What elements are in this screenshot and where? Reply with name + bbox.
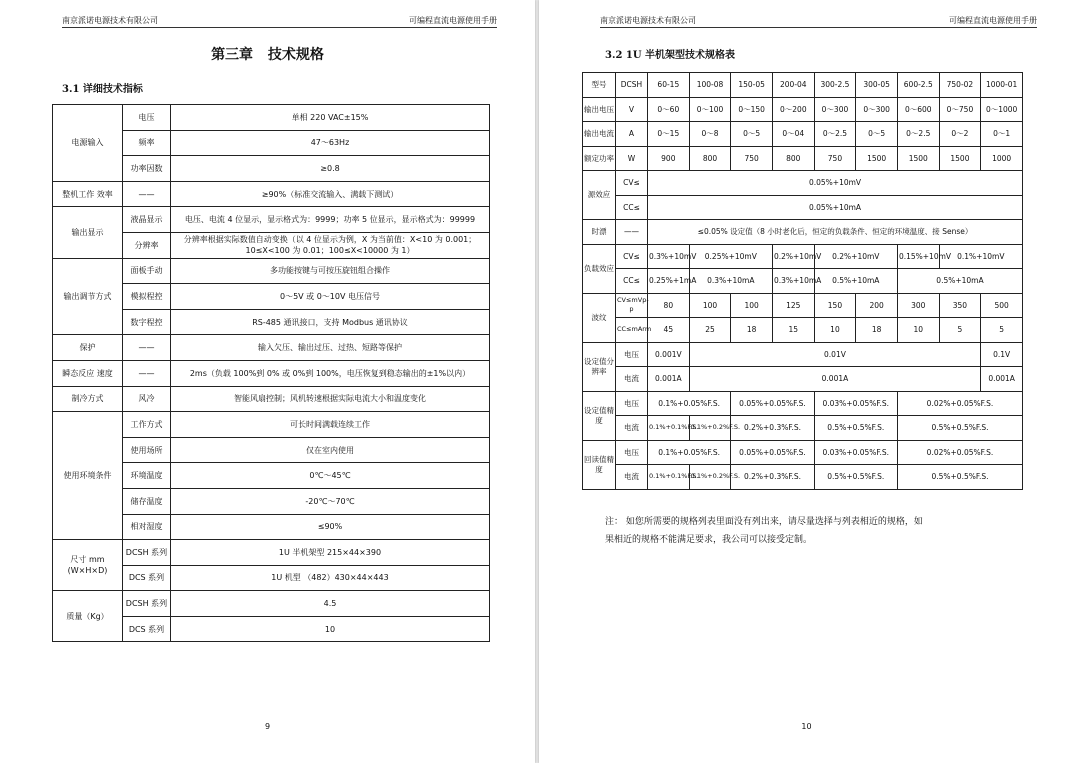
table-cell: 0～5	[856, 122, 898, 147]
table-cell: 125	[772, 293, 814, 318]
manual-title: 可编程直流电源使用手册	[409, 16, 497, 25]
table-row	[583, 244, 1023, 269]
table-cell: 电压、电流 4 位显示，显示格式为：9999；功率 5 位显示，显示格式为：99999	[171, 207, 490, 233]
table-cell: 0～1000	[981, 97, 1023, 122]
table-cell: 750-02	[939, 73, 981, 98]
company-name: 南京派诺电源技术有限公司	[62, 16, 158, 25]
table-cell: 0～2	[939, 122, 981, 147]
table-cell: 0.05%+0.05%F.S.	[731, 391, 814, 416]
table-cell: 500	[981, 293, 1023, 318]
table-cell: 0～300	[814, 97, 856, 122]
table-row	[53, 258, 490, 284]
table-row	[583, 318, 1023, 343]
table-cell: 10	[897, 318, 939, 343]
table-cell: 输出显示	[53, 207, 123, 258]
table-cell: 200-04	[772, 73, 814, 98]
table-cell: V	[616, 97, 648, 122]
table-cell: 60-15	[648, 73, 690, 98]
table-cell: 数字程控	[123, 309, 171, 335]
table-cell: 时漂	[583, 220, 616, 245]
table-cell: 0.05%+10mA	[648, 195, 1023, 220]
table-cell: 智能风扇控制；风机转速根据实际电流大小和温度变化	[171, 386, 490, 412]
table-cell: 300-05	[856, 73, 898, 98]
table-cell: 制冷方式	[53, 386, 123, 412]
manual-title: 可编程直流电源使用手册	[949, 16, 1037, 25]
table-cell: RS-485 通讯接口，支持 Modbus 通讯协议	[171, 309, 490, 335]
table-cell: 0.001A	[689, 367, 981, 392]
table-cell: 液晶显示	[123, 207, 171, 233]
table-cell: 100-08	[689, 73, 731, 98]
table-cell: 300-2.5	[814, 73, 856, 98]
table-cell: 相对湿度	[123, 514, 171, 540]
table-cell: 1000	[981, 146, 1023, 171]
table-cell: 0.3%+10mA	[772, 269, 814, 294]
table-cell: 可长时间满载连续工作	[171, 412, 490, 438]
note-line: 果相近的规格不能满足要求，我公司可以接受定制。	[605, 535, 813, 545]
table-cell: 45	[648, 318, 690, 343]
table-row	[53, 335, 490, 361]
section-title: 3.2 1U 半机架型技术规格表	[605, 50, 736, 61]
page-9	[0, 0, 535, 763]
table-cell: 0.1%+0.05%F.S.	[648, 440, 731, 465]
note	[605, 513, 985, 549]
table-cell: 0～8	[689, 122, 731, 147]
table-cell: 电压	[616, 391, 648, 416]
table-cell: 350	[939, 293, 981, 318]
table-cell: 0～5	[731, 122, 773, 147]
table-cell: 0.001A	[648, 367, 690, 392]
table-cell: CC≤	[616, 195, 648, 220]
table-cell: 0.03%+0.05%F.S.	[814, 391, 897, 416]
table-cell: 输出电压	[583, 97, 616, 122]
table-cell: CV≤mVp-p	[616, 293, 648, 318]
chapter-title: 第三章 技术规格	[211, 47, 324, 63]
table-cell: 0.03%+0.05%F.S.	[814, 440, 897, 465]
table-row	[53, 105, 490, 131]
table-cell: 0～2.5	[897, 122, 939, 147]
table-row	[53, 591, 490, 617]
table-cell: 瞬态反应 速度	[53, 360, 123, 386]
table-cell: 0.15%+10mV	[897, 244, 939, 269]
table-cell: 0.1%+10mV	[939, 244, 1022, 269]
table-cell: 频率	[123, 130, 171, 156]
table-cell: DCSH 系列	[123, 540, 171, 566]
table-cell: 电压	[123, 105, 171, 131]
table-cell: DCS 系列	[123, 565, 171, 591]
table-cell: A	[616, 122, 648, 147]
table-cell: 1000-01	[981, 73, 1023, 98]
table-cell: 面板手动	[123, 258, 171, 284]
table-cell: 0.2%+10mV	[772, 244, 814, 269]
page-header	[62, 15, 497, 28]
page-number: 9	[264, 722, 271, 731]
table-cell: ——	[123, 181, 171, 207]
table-row	[53, 207, 490, 233]
table-cell: 750	[731, 146, 773, 171]
table-cell: 0～750	[939, 97, 981, 122]
table-row	[583, 367, 1023, 392]
table-cell: 0～150	[731, 97, 773, 122]
table-cell: 环境温度	[123, 463, 171, 489]
table-row	[583, 73, 1023, 98]
table-cell: 风冷	[123, 386, 171, 412]
table-cell: -20℃～70℃	[171, 488, 490, 514]
table-cell: 0.5%+0.5%F.S.	[897, 416, 1022, 441]
table-cell: 10	[171, 616, 490, 642]
table-row	[53, 386, 490, 412]
table-cell: 多功能按键与可按压旋钮组合操作	[171, 258, 490, 284]
table-cell: 电流	[616, 367, 648, 392]
table-cell: ≥90%（标准交流输入、满载下测试）	[171, 181, 490, 207]
table-row	[53, 360, 490, 386]
table-cell: 0～60	[648, 97, 690, 122]
table-cell: 仅在室内使用	[171, 437, 490, 463]
table-cell: 输出电流	[583, 122, 616, 147]
table-cell: 保护	[53, 335, 123, 361]
table-row	[583, 342, 1023, 367]
table-cell: 0.1%+0.2%F.S.	[689, 465, 731, 490]
table-cell: 负载效应	[583, 244, 616, 293]
table-cell: ≥0.8	[171, 156, 490, 182]
table-row	[53, 181, 490, 207]
table-cell: 80	[648, 293, 690, 318]
table-cell: 输入欠压、输出过压、过热、短路等保护	[171, 335, 490, 361]
table-cell: 800	[689, 146, 731, 171]
table-cell: 电源输入	[53, 105, 123, 182]
table-cell: 0.05%+0.05%F.S.	[731, 440, 814, 465]
table-cell: 0～5V 或 0～10V 电压信号	[171, 284, 490, 310]
table-cell: 0℃～45℃	[171, 463, 490, 489]
table-cell: 18	[856, 318, 898, 343]
table-cell: 150-05	[731, 73, 773, 98]
table-cell: 2ms（负载 100%到 0% 或 0%到 100%，电压恢复到稳态输出的±1%以内）	[171, 360, 490, 386]
table-cell: ≤0.05% 设定值（8 小时老化后，恒定的负载条件、恒定的环境温度、接 Sense）	[648, 220, 1023, 245]
table-cell: 回读值精度	[583, 440, 616, 489]
table-cell: 0.5%+0.5%F.S.	[814, 416, 897, 441]
table-cell: 电流	[616, 416, 648, 441]
table-cell: 0.05%+10mV	[648, 171, 1023, 196]
table-cell: 1U 机型 （482）430×44×443	[171, 565, 490, 591]
table-cell: ——	[123, 335, 171, 361]
table-cell: 工作方式	[123, 412, 171, 438]
table-cell: 1500	[856, 146, 898, 171]
table-cell: 电压	[616, 342, 648, 367]
spec-table	[52, 104, 490, 642]
table-cell: 5	[939, 318, 981, 343]
table-cell: 100	[731, 293, 773, 318]
section-title: 3.1 详细技术指标	[62, 84, 143, 95]
table-cell: 0.1%+0.2%F.S.	[689, 416, 731, 441]
table-cell: DCSH 系列	[123, 591, 171, 617]
table-cell: 额定功率	[583, 146, 616, 171]
table-cell: 单相 220 VAC±15%	[171, 105, 490, 131]
table-row	[53, 412, 490, 438]
table-cell: 0～600	[897, 97, 939, 122]
table-cell: 波纹	[583, 293, 616, 342]
table-cell: CV≤	[616, 244, 648, 269]
table-row	[583, 146, 1023, 171]
page-header	[600, 15, 1037, 28]
table-cell: 型号	[583, 73, 616, 98]
table-cell: 0～1	[981, 122, 1023, 147]
table-cell: 尺寸 mm (W×H×D)	[53, 540, 123, 591]
table-cell: 0～300	[856, 97, 898, 122]
table-cell: CC≤	[616, 269, 648, 294]
table-cell: 1500	[939, 146, 981, 171]
table-cell: 0.01V	[689, 342, 981, 367]
table-cell: 整机工作 效率	[53, 181, 123, 207]
table-cell: 0.1%+0.1%F.S.	[648, 416, 690, 441]
table-cell: 150	[814, 293, 856, 318]
table-cell: 质量（Kg）	[53, 591, 123, 642]
table-cell: 功率因数	[123, 156, 171, 182]
table-cell: 0.5%+0.5%F.S.	[897, 465, 1022, 490]
table-cell: 1U 半机架型 215×44×390	[171, 540, 490, 566]
table-cell: 设定值分辨率	[583, 342, 616, 391]
table-cell: DCS 系列	[123, 616, 171, 642]
table-cell: 0.25%+10mV	[689, 244, 772, 269]
table-cell: 800	[772, 146, 814, 171]
table-cell: 0～200	[772, 97, 814, 122]
table-row	[583, 416, 1023, 441]
table-cell: 300	[897, 293, 939, 318]
model-spec-table	[582, 72, 1023, 490]
table-row	[583, 440, 1023, 465]
table-row	[583, 391, 1023, 416]
table-row	[583, 293, 1023, 318]
table-cell: 0.3%+10mA	[689, 269, 772, 294]
table-cell: 10	[814, 318, 856, 343]
table-cell: 设定值精度	[583, 391, 616, 440]
table-cell: 0.2%+10mV	[814, 244, 897, 269]
page-10	[539, 0, 1074, 763]
table-cell: 使用环境条件	[53, 412, 123, 540]
table-cell: 100	[689, 293, 731, 318]
table-cell: 模拟程控	[123, 284, 171, 310]
table-cell: 0～15	[648, 122, 690, 147]
table-cell: 18	[731, 318, 773, 343]
table-cell: 1500	[897, 146, 939, 171]
table-row	[583, 269, 1023, 294]
table-cell: 分辨率根据实际数值自动变换（以 4 位显示为例，X 为当前值：X<10 为 0.001；10≤X<100 为 0.01；100≤X<10000 为 1）	[171, 232, 490, 258]
table-cell: 0.001A	[981, 367, 1023, 392]
table-cell: 4.5	[171, 591, 490, 617]
table-cell: 0.1%+0.1%F.S.	[648, 465, 690, 490]
table-cell: 900	[648, 146, 690, 171]
table-cell: 5	[981, 318, 1023, 343]
table-cell: 0.1V	[981, 342, 1023, 367]
table-cell: 0.1%+0.05%F.S.	[648, 391, 731, 416]
table-row	[583, 220, 1023, 245]
table-cell: 0.2%+0.3%F.S.	[731, 416, 814, 441]
table-cell: 15	[772, 318, 814, 343]
table-cell: W	[616, 146, 648, 171]
company-name: 南京派诺电源技术有限公司	[600, 16, 696, 25]
table-cell: ——	[616, 220, 648, 245]
table-cell: 0.02%+0.05%F.S.	[897, 391, 1022, 416]
table-cell: ≤90%	[171, 514, 490, 540]
table-row	[583, 97, 1023, 122]
table-cell: 750	[814, 146, 856, 171]
table-cell: 电压	[616, 440, 648, 465]
table-cell: ——	[123, 360, 171, 386]
table-cell: 600-2.5	[897, 73, 939, 98]
table-cell: 使用场所	[123, 437, 171, 463]
table-cell: 47～63Hz	[171, 130, 490, 156]
table-row	[583, 171, 1023, 196]
page-number: 10	[801, 722, 812, 731]
table-cell: 200	[856, 293, 898, 318]
table-cell: 0.3%+10mV	[648, 244, 690, 269]
table-cell: 电流	[616, 465, 648, 490]
table-cell: 0.5%+0.5%F.S.	[814, 465, 897, 490]
table-row	[53, 540, 490, 566]
table-cell: 储存温度	[123, 488, 171, 514]
table-row	[583, 122, 1023, 147]
table-cell: 输出调节方式	[53, 258, 123, 335]
table-cell: 0.25%+1mA	[648, 269, 690, 294]
table-row	[583, 465, 1023, 490]
table-cell: 0～2.5	[814, 122, 856, 147]
table-cell: CV≤	[616, 171, 648, 196]
table-cell: 源效应	[583, 171, 616, 220]
table-cell: 25	[689, 318, 731, 343]
note-line: 注： 如您所需要的规格列表里面没有列出来，请尽量选择与列表相近的规格，如	[605, 517, 923, 527]
table-cell: 0.5%+10mA	[897, 269, 1022, 294]
table-cell: 0～100	[689, 97, 731, 122]
table-cell: 0.001V	[648, 342, 690, 367]
table-cell: 0.02%+0.05%F.S.	[897, 440, 1022, 465]
table-row	[583, 195, 1023, 220]
table-cell: 0～04	[772, 122, 814, 147]
table-cell: CC≤mArm	[616, 318, 648, 343]
table-cell: 0.5%+10mA	[814, 269, 897, 294]
table-cell: 0.2%+0.3%F.S.	[731, 465, 814, 490]
table-cell: DCSH	[616, 73, 648, 98]
table-cell: 分辨率	[123, 232, 171, 258]
